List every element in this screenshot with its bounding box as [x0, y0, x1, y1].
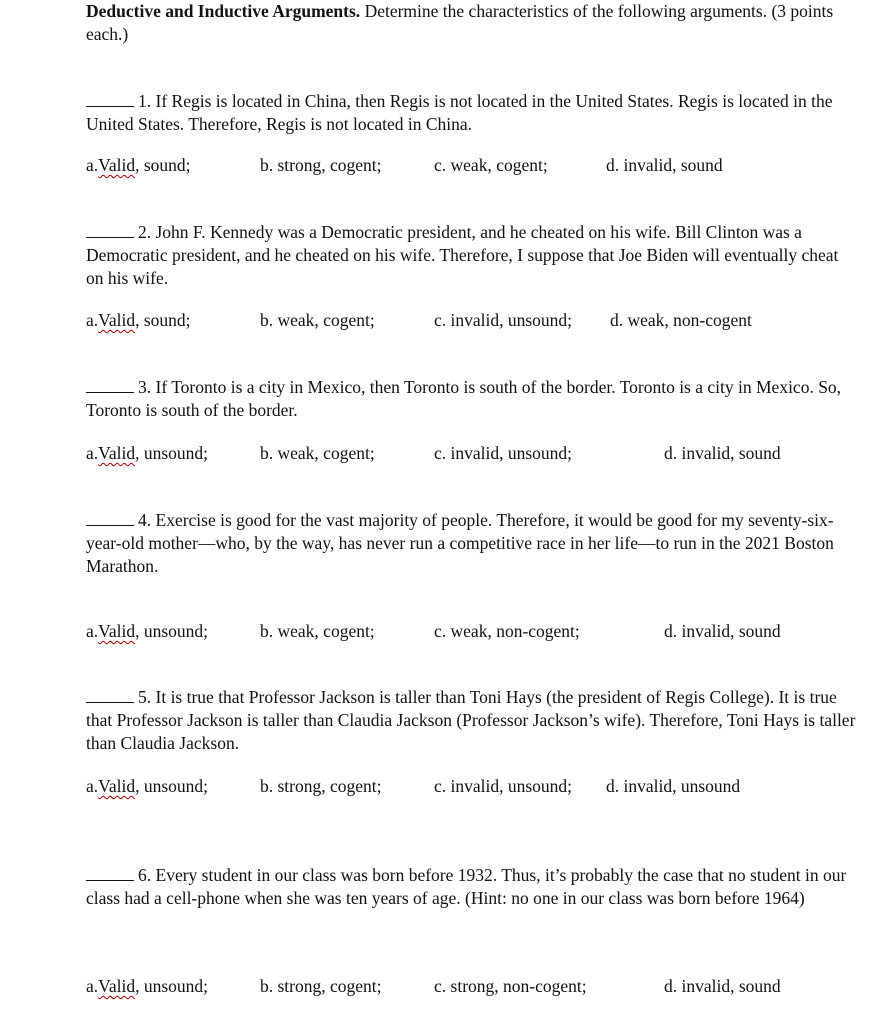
answer-blank[interactable]: [86, 91, 134, 107]
question-text: 4. Exercise is good for the vast majority of people. Therefore, it would be good for my seventy-six-year-old mother—who, by the way, has never run a competitive race in her life—to run in the 2021 Boston Marathon.: [86, 510, 834, 576]
question-6-options: [86, 975, 866, 998]
option-b[interactable]: b. weak, cogent;: [260, 621, 375, 641]
heading-title: Deductive and Inductive Arguments.: [86, 1, 361, 21]
option-d[interactable]: d. weak, non-cogent: [610, 310, 752, 330]
option-c[interactable]: c. strong, non-cogent;: [434, 976, 587, 996]
option-b[interactable]: b. strong, cogent;: [260, 155, 382, 175]
option-b[interactable]: b. strong, cogent;: [260, 976, 382, 996]
question-4-options: [86, 620, 866, 643]
question-5: [86, 686, 858, 755]
option-a[interactable]: a.Valid, sound;: [86, 155, 191, 175]
option-a[interactable]: a.Valid, unsound;: [86, 443, 209, 463]
question-text: 2. John F. Kennedy was a Democratic president, and he cheated on his wife. Bill Clinton was a Democratic president, and he cheated on his wife. Therefore, I suppose that Joe Biden will eventually cheat on his wife.: [86, 222, 839, 288]
option-b[interactable]: b. weak, cogent;: [260, 310, 375, 330]
question-text: 1. If Regis is located in China, then Regis is not located in the United States. Regis is located in the United States. Therefore, Regis is not located in China.: [86, 91, 833, 134]
heading-instructions: Determine the characteristics of the following arguments. (3 points each.): [86, 1, 834, 44]
option-c[interactable]: c. invalid, unsound;: [434, 443, 573, 463]
option-a[interactable]: a.Valid, unsound;: [86, 976, 209, 996]
question-2-options: [86, 309, 866, 332]
option-c[interactable]: c. invalid, unsound;: [434, 776, 573, 796]
question-1: [86, 90, 858, 136]
question-6: [86, 864, 858, 910]
answer-blank[interactable]: [86, 510, 134, 526]
option-d[interactable]: d. invalid, unsound: [606, 776, 741, 796]
option-c[interactable]: c. weak, non-cogent;: [434, 621, 580, 641]
option-d[interactable]: d. invalid, sound: [664, 976, 781, 996]
question-text: 5. It is true that Professor Jackson is taller than Toni Hays (the president of Regis College). It is true that Professor Jackson is taller than Claudia Jackson (Professor Jackson’s wife). Therefore, Toni Hays is taller than Claudia Jackson.: [86, 687, 856, 753]
option-a[interactable]: a.Valid, unsound;: [86, 776, 209, 796]
answer-blank[interactable]: [86, 222, 134, 238]
option-a[interactable]: a.Valid, unsound;: [86, 621, 209, 641]
question-1-options: [86, 154, 866, 177]
option-a[interactable]: a.Valid, sound;: [86, 310, 191, 330]
option-b[interactable]: b. weak, cogent;: [260, 443, 375, 463]
option-c[interactable]: c. invalid, unsound;: [434, 310, 573, 330]
option-d[interactable]: d. invalid, sound: [664, 621, 781, 641]
answer-blank[interactable]: [86, 377, 134, 393]
answer-blank[interactable]: [86, 865, 134, 881]
answer-blank[interactable]: [86, 687, 134, 703]
option-b[interactable]: b. strong, cogent;: [260, 776, 382, 796]
question-4: [86, 509, 858, 578]
question-3: [86, 376, 858, 422]
question-text: 6. Every student in our class was born before 1932. Thus, it’s probably the case that no student in our class had a cell-phone when she was ten years of age. (Hint: no one in our class was born before 1964): [86, 865, 847, 908]
question-2: [86, 221, 858, 290]
document-heading: [86, 0, 876, 46]
question-text: 3. If Toronto is a city in Mexico, then Toronto is south of the border. Toronto is a city in Mexico. So, Toronto is south of the border.: [86, 377, 842, 420]
option-d[interactable]: d. invalid, sound: [606, 155, 723, 175]
option-c[interactable]: c. weak, cogent;: [434, 155, 548, 175]
question-3-options: [86, 442, 866, 465]
question-5-options: [86, 775, 866, 798]
option-d[interactable]: d. invalid, sound: [664, 443, 781, 463]
